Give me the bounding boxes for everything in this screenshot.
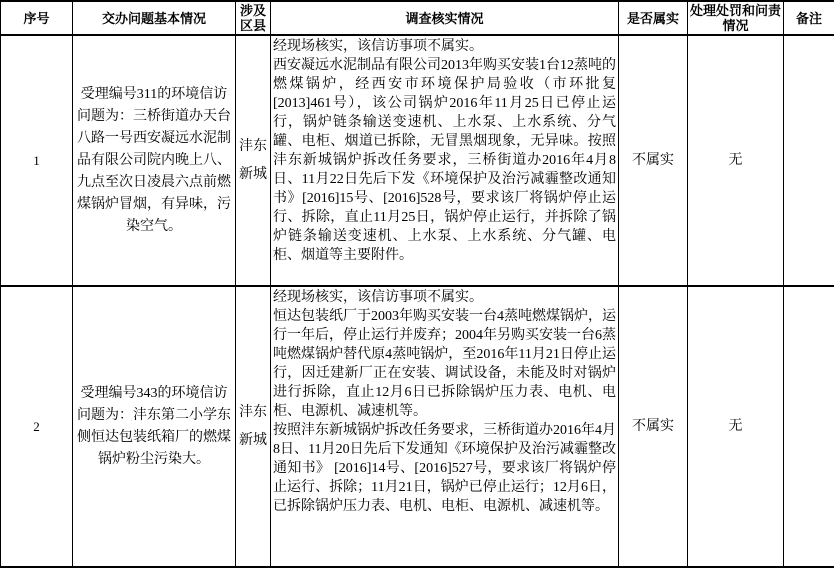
cell-is-true: 不属实 xyxy=(619,286,688,567)
investigation-paragraph: 经现场核实，该信访事项不属实。 xyxy=(273,39,483,54)
cell-district: 沣东新城 xyxy=(236,286,271,567)
cell-problem: 受理编号311的环境信访问题为：三桥街道办天台八路一号西安凝远水泥制品有限公司院内晚上八、九点至次日凌晨六点前燃煤锅炉冒烟，有异味，污染空气。 xyxy=(73,35,236,286)
cell-investigation xyxy=(271,286,619,567)
col-header-remark: 备注 xyxy=(784,1,834,35)
investigation-paragraph: 按照沣东新城锅炉拆改任务要求，三桥街道办2016年4月8日、11月20日先后下发通知《环境保护及治污减霾整改通知书》 [2016]14号、[2016]527号，要求该厂将锅炉停止运行、拆除；11月21日，锅炉已停止运行；12月6日，已拆除锅炉压力表、电机、电柜、电源机、减速机等。 xyxy=(273,423,616,514)
col-header-problem: 交办问题基本情况 xyxy=(73,1,236,35)
cell-handling: 无 xyxy=(688,35,784,286)
header-row xyxy=(1,1,834,35)
col-header-handling: 处理处罚和问责情况 xyxy=(688,1,784,35)
cell-serial: 2 xyxy=(1,286,73,567)
cell-remark xyxy=(784,286,834,567)
col-header-investigation: 调查核实情况 xyxy=(271,1,619,35)
investigation-paragraph: 经现场核实，该信访事项不属实。 xyxy=(273,290,483,305)
cell-serial: 1 xyxy=(1,35,73,286)
investigation-paragraph: 恒达包装纸厂于2003年购买安装一台4蒸吨燃煤锅炉，运行一年后，停止运行并废弃；2004年另购买安装一台6蒸吨燃煤锅炉替代原4蒸吨锅炉，至2016年11月21日停止运行，因迁建新厂正在安装、调试设备，未能及时对锅炉进行拆除，直止12月6日已拆除锅炉压力表、电机、电柜、电源机、减速机等。 xyxy=(273,309,616,419)
investigation-paragraph: 西安凝远水泥制品有限公司2013年购买安装1台12蒸吨的燃煤锅炉，经西安市环境保护局验收（市环批复[2013]461号），该公司锅炉2016年11月25日已停止运行，锅炉链条输送变速机、上水泵、上水系统、分气罐、电柜、烟道已拆除，无冒黑烟现象，无异味。按照沣东新城锅炉拆改任务要求，三桥街道办2016年4月8日、11月22日先后下发《环境保护及治污减霾整改通知书》[2016]15号、[2016]528号，要求该厂将锅炉停止运行、拆除，直止11月25日，锅炉停止运行，并拆除了锅炉链条输送变速机、上水泵、上水系统、分气罐、电柜、烟道等主要附件。 xyxy=(273,58,616,263)
col-header-is-true: 是否属实 xyxy=(619,1,688,35)
cell-district: 沣东新城 xyxy=(236,35,271,286)
cell-is-true: 不属实 xyxy=(619,35,688,286)
col-header-serial: 序号 xyxy=(1,1,73,35)
table-row xyxy=(1,286,834,567)
cell-remark xyxy=(784,35,834,286)
cell-problem: 受理编号343的环境信访问题为：沣东第二小学东侧恒达包装纸箱厂的燃煤锅炉粉尘污染大。 xyxy=(73,286,236,567)
col-header-district: 涉及区县 xyxy=(236,1,271,35)
cell-handling: 无 xyxy=(688,286,784,567)
cell-investigation xyxy=(271,35,619,286)
table-row xyxy=(1,35,834,286)
